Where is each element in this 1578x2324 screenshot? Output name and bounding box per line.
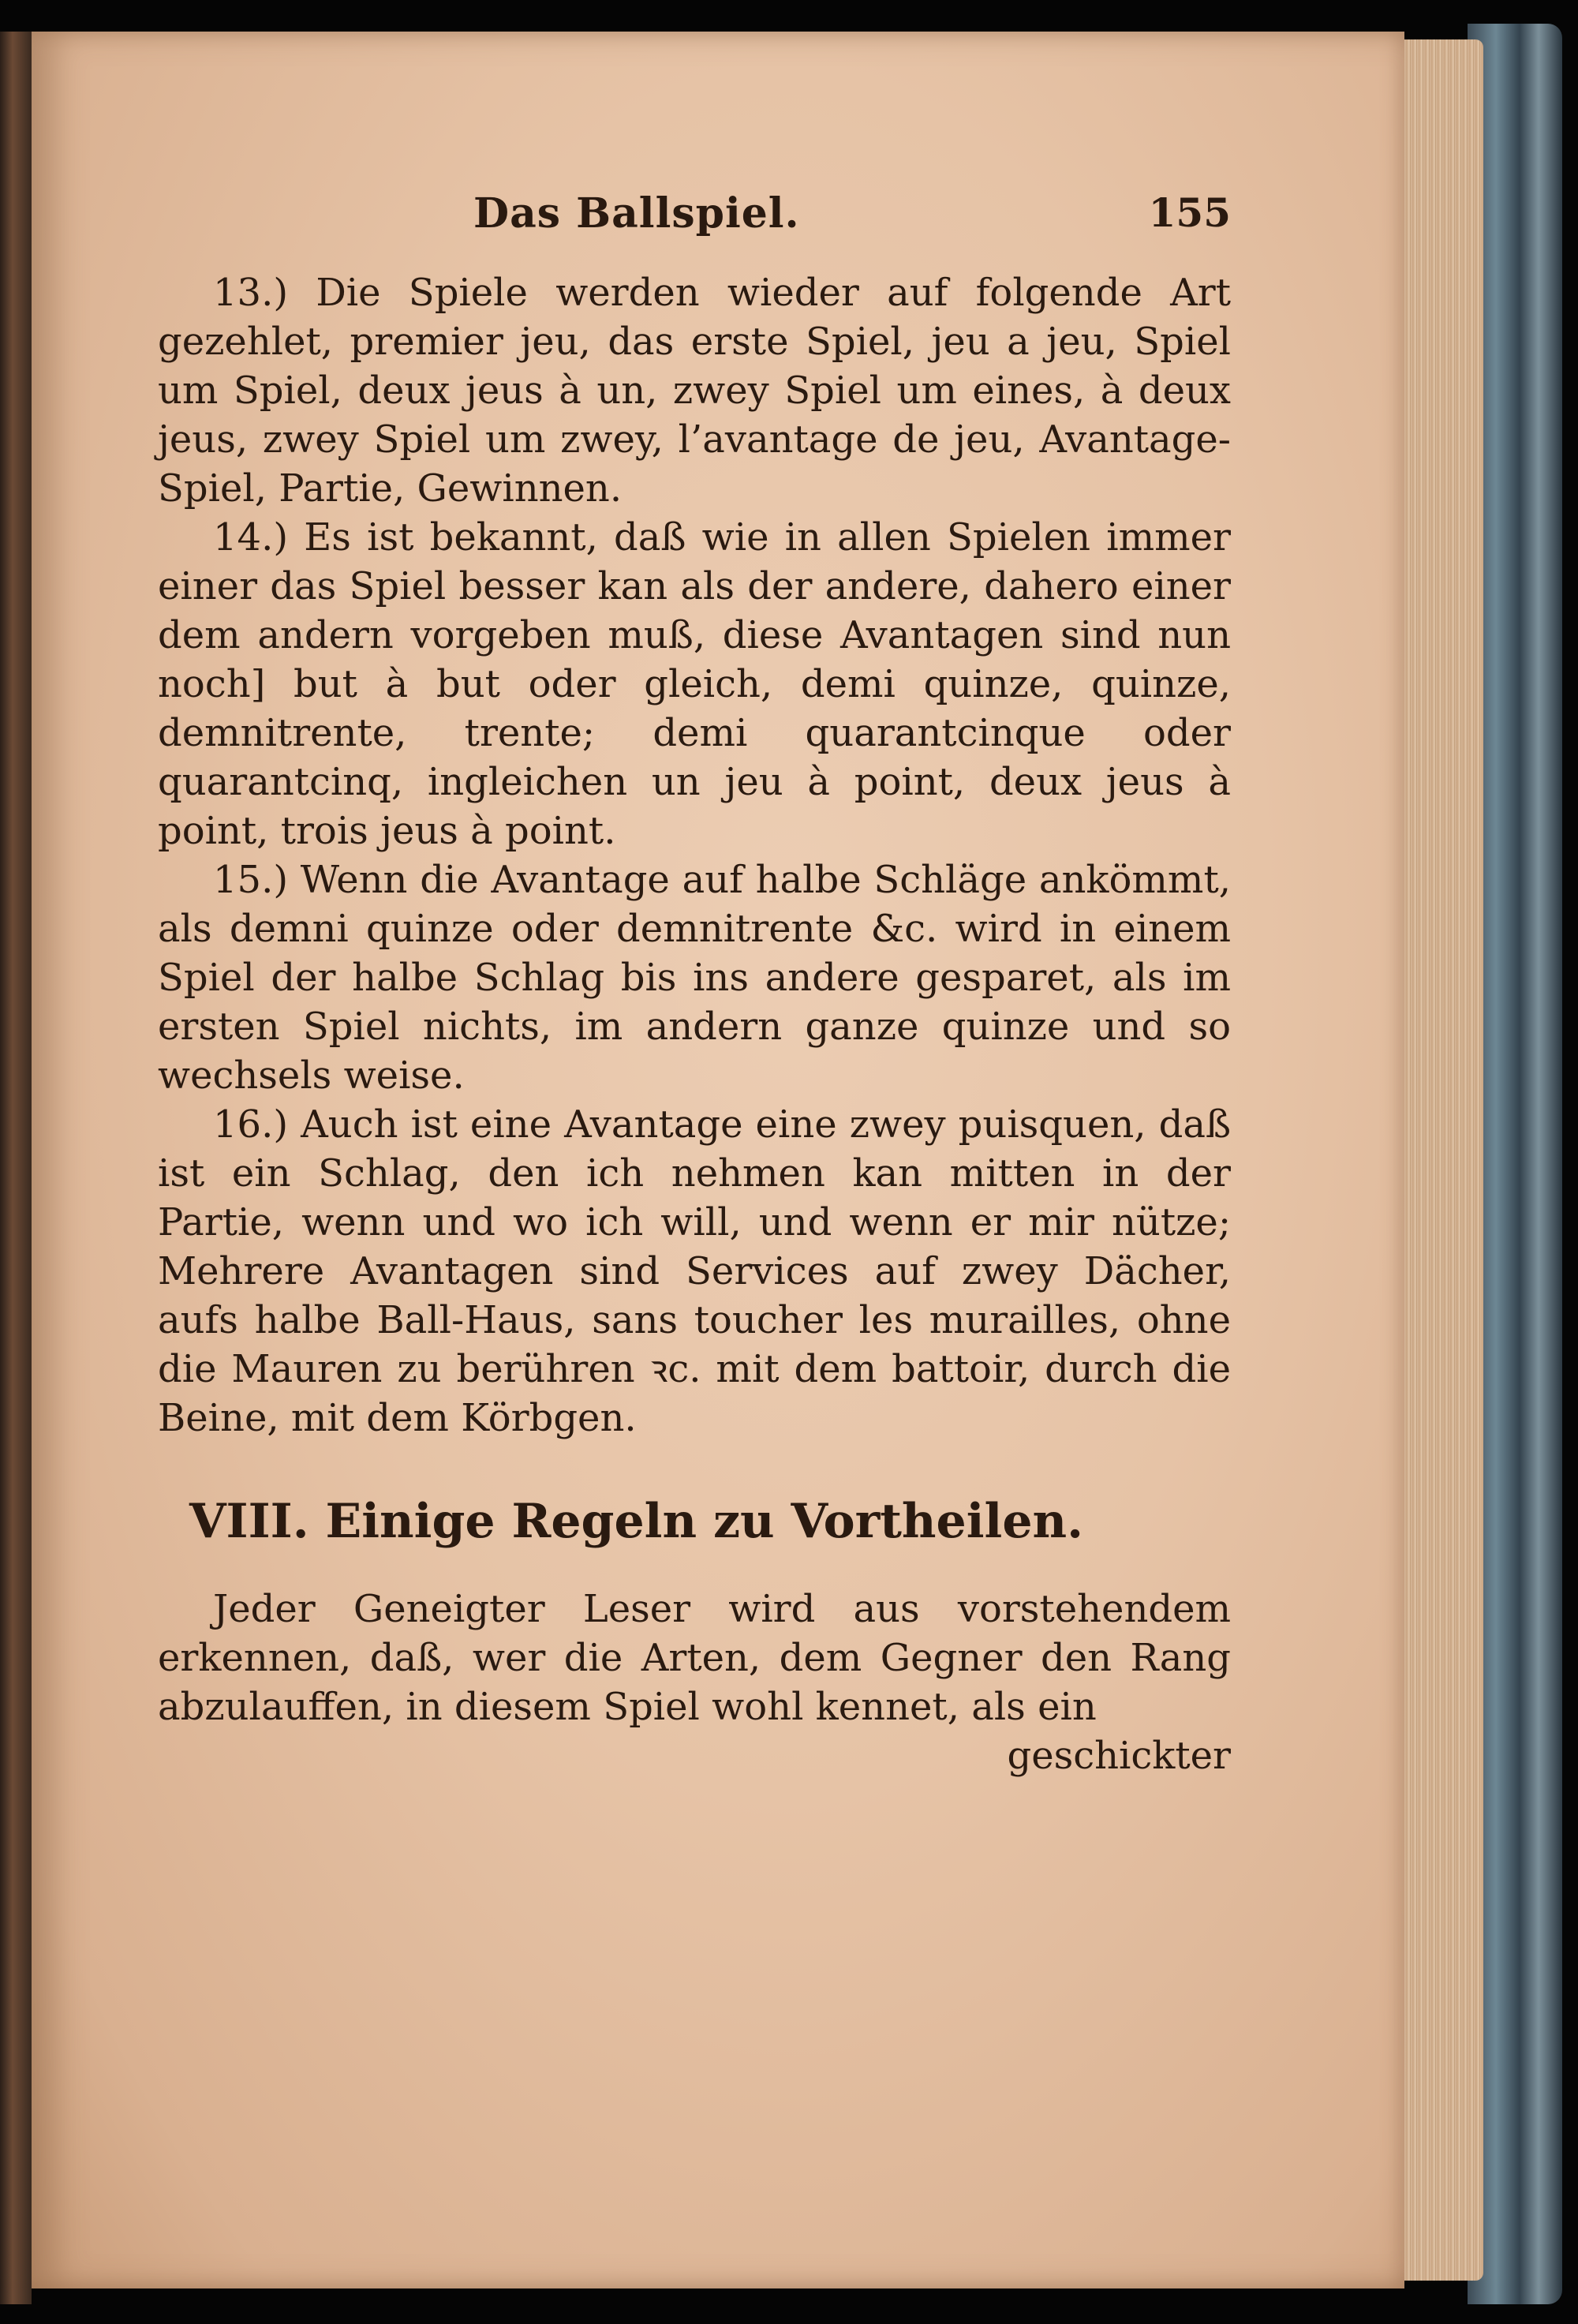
running-title: Das Ballspiel.	[473, 189, 800, 238]
catchword: geschickter	[1007, 1734, 1231, 1778]
left-page-edge	[0, 32, 32, 2304]
page-number: 155	[1148, 189, 1231, 236]
book-page	[32, 32, 1404, 2288]
paragraph-14: 14.) Es ist bekannt, daß wie in allen Spielen immer einer das Spiel besser kan als der andere, dahero einer dem andern vorgeben muß, diese Avantagen sind nun noch] but à but oder gleich, demi quinze, quinze, demnitrente, trente; demi quarantcinque oder quarantcinq, ingleichen un jeu à point, deux jeus à point, trois jeus à point.	[158, 515, 1231, 853]
page-body	[158, 268, 1231, 1780]
paragraph-15: 15.) Wenn die Avantage auf halbe Schläge ankömmt, als demni quinze oder demnitrente &c. wird in einem Spiel der halbe Schlag bis ins andere gesparet, als im ersten Spiel nichts, im andern ganze quinze und so wechsels weise.	[158, 858, 1231, 1098]
paragraph-16: 16.) Auch ist eine Avantage eine zwey puisquen, daß ist ein Schlag, den ich nehmen kan mitten in der Partie, wenn und wo ich will, und wenn er mir nütze; Mehrere Avantagen sind Services auf zwey Dächer, aufs halbe Ball-Haus, sans toucher les murailles, ohne die Mauren zu berühren ꝛc. mit dem battoir, durch die Beine, mit dem Körbgen.	[158, 1102, 1231, 1440]
section-paragraph: Jeder Geneigter Leser wird aus vorstehendem erkennen, daß, wer die Arten, dem Gegner den Rang abzulauffen, in diesem Spiel wohl kennet, als ein	[158, 1587, 1231, 1729]
page-header	[158, 189, 1231, 253]
paragraph-13: 13.) Die Spiele werden wieder auf folgende Art gezehlet, premier jeu, das erste Spiel, jeu a jeu, Spiel um Spiel, deux jeus à un, zwey Spiel um eines, à deux jeus, zwey Spiel um zwey, l’avantage de jeu, Avantage-Spiel, Partie, Gewinnen.	[158, 271, 1231, 511]
section-heading: VIII. Einige Regeln zu Vortheilen.	[189, 1494, 1083, 1549]
